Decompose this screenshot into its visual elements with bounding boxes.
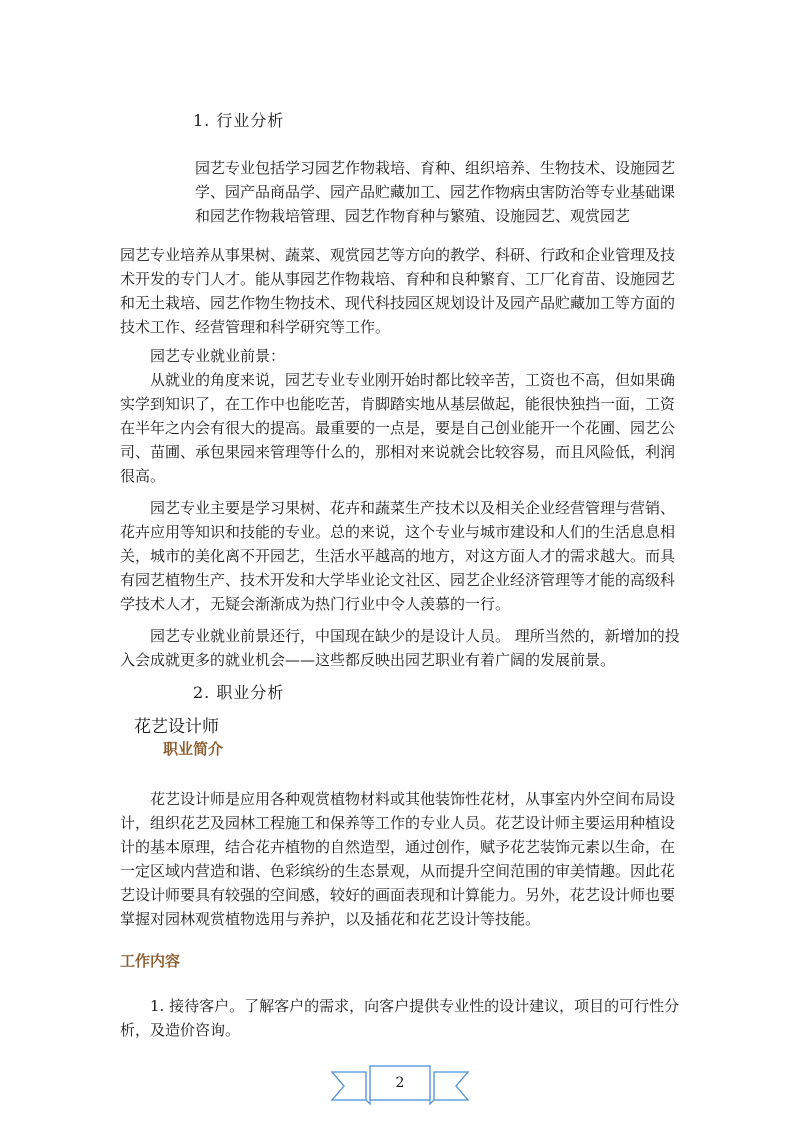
work-content-heading: 工作内容 — [120, 952, 181, 970]
section-heading-career: 2. 职业分析 — [193, 683, 285, 702]
paragraph-major-content: 园艺专业主要是学习果树、花卉和蔬菜生产技术以及相关企业经营管理与营销、花卉应用等知识和技能的专业。总的来说，这个专业与城市建设和人们的生活息息相关，城市的美化离不开园艺，生活水平越高的地方，对这方面人才的需求越大。而具有园艺植物生产、技术开发和大学毕业论文社区、园艺企业经济管理等才能的高级科学技术人才，无疑会渐渐成为热门行业中令人羡慕的一行。 — [120, 499, 676, 613]
paragraph-curriculum: 园艺专业包括学习园艺作物栽培、育种、组织培养、生物技术、设施园艺学、园产品商品学、园产品贮藏加工、园艺作物病虫害防治等专业基础课和园艺作物栽培管理、园艺作物育种与繁殖、设施园艺、观赏园艺 — [195, 159, 676, 225]
paragraph-job-intro: 花艺设计师是应用各种观赏植物材料或其他装饰性花材，从事室内外空间布局设计，组织花艺及园林工程施工和保养等工作的专业人员。花艺设计师主要运用种植设计的基本原理，结合花卉植物的自然造型，通过创作，赋予花艺装饰元素以生命，在一定区域内营造和谐、色彩缤纷的生态景观，从而提升空间范围的审美情趣。因此花艺设计师要具有较强的空间感，较好的画面表现和计算能力。另外，花艺设计师也要掌握对园林观赏植物选用与养护，以及插花和花艺设计等技能。 — [120, 790, 676, 928]
page-number: 2 — [395, 1075, 405, 1091]
intro-heading: 职业简介 — [163, 740, 224, 758]
page-number-ribbon — [330, 1062, 470, 1106]
work-item-1: 1. 接待客户。了解客户的需求，向客户提供专业性的设计建议，项目的可行性分析，及造价咨询。 — [120, 997, 680, 1039]
paragraph-employment-angle: 从就业的角度来说，园艺专业专业刚开始时都比较辛苦，工资也不高，但如果确实学到知识了，在工作中也能吃苦，肯脚踏实地从基层做起，能很快独挡一面，工资在半年之内会有很大的提高。最重要的一点是，要是自己创业能开一个花圃、园艺公司、苗圃、承包果园来管理等什么的，那相对来说就会比较容易，而且风险低，利润很高。 — [120, 371, 676, 485]
job-title: 花艺设计师 — [134, 717, 219, 737]
paragraph-training-goal: 园艺专业培养从事果树、蔬菜、观赏园艺等方向的教学、科研、行政和企业管理及技术开发的专门人才。能从事园艺作物栽培、育种和良种繁育、工厂化育苗、设施园艺和无土栽培、园艺作物生物技术、现代科技园区规划设计及园产品贮藏加工等方面的技术工作、经营管理和科学研究等工作。 — [120, 246, 676, 336]
paragraph-prospect-summary: 园艺专业就业前景还行，中国现在缺少的是设计人员。 理所当然的，新增加的投入会成就更多的就业机会——这些都反映出园艺职业有着广阔的发展前景。 — [120, 627, 680, 669]
paragraph-prospect-label: 园艺专业就业前景： — [150, 347, 286, 365]
section-heading-industry: 1. 行业分析 — [193, 111, 285, 130]
